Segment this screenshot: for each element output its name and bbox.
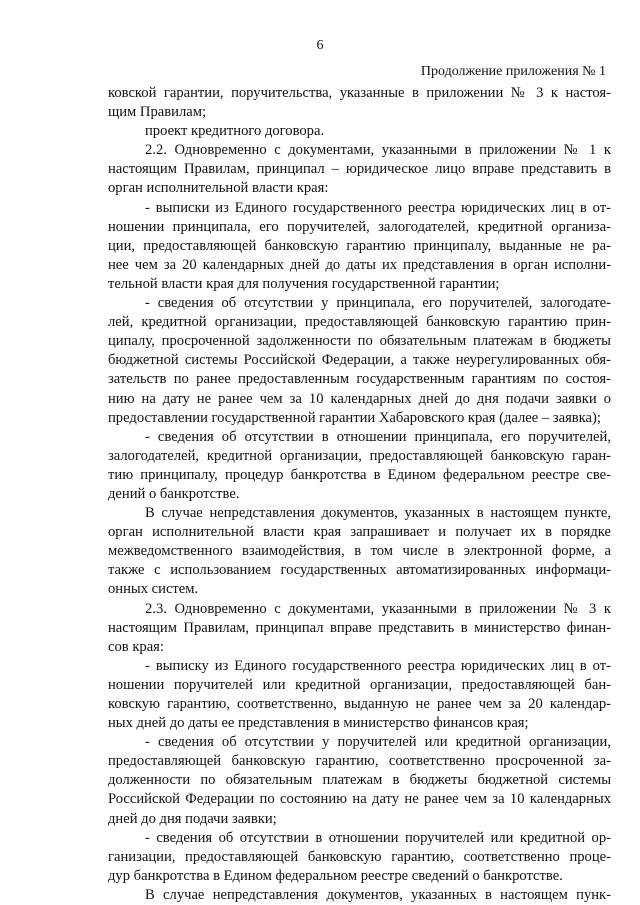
document-body	[108, 84, 611, 905]
text-line: предоставляющей банковскую гарантию, соответственно просроченной за-	[108, 753, 611, 770]
text-line: В случае непредставления документов, указанных в настоящем пункте,	[145, 505, 611, 522]
text-line: - выписки из Единого государственного реестра юридических лиц в от-	[145, 199, 611, 216]
text-line: ципалу, просроченной задолженности по обязательным платежам в бюджеты	[108, 333, 611, 350]
text-line: дур банкротства в Едином федеральном реестре сведений о банкротстве.	[108, 867, 563, 884]
text-line: Российской Федерации по состоянию на дату не ранее чем за 10 календарных	[108, 791, 611, 808]
text-line: дений о банкротстве.	[108, 485, 240, 502]
text-line: лей, кредитной организации, предоставляющей банковскую гарантию прин-	[108, 314, 611, 331]
text-line: долженности по обязательным платежам в бюджеты бюджетной системы	[108, 772, 611, 789]
text-line: предоставлении государственной гарантии Хабаровского края (далее – заявка);	[108, 409, 601, 426]
text-line: проект кредитного договора.	[145, 123, 325, 140]
text-line: орган исполнительной власти края:	[108, 180, 329, 197]
text-line: ковскую гарантию, соответственно, выданную не ранее чем за 20 календар-	[108, 696, 611, 712]
text-line: орган исполнительной власти края запрашивает и получает их в порядке	[108, 524, 611, 541]
text-line: щим Правилам;	[108, 104, 206, 121]
text-line: ношении поручителей или кредитной организации, предоставляющей бан-	[108, 676, 611, 693]
text-line: онных систем.	[108, 581, 199, 598]
appendix-continuation-note: Продолжение приложения № 1	[420, 64, 606, 79]
text-line: настоящим Правилам, принципал – юридическое лицо вправе представить в	[108, 161, 611, 178]
text-line: дней до дня подачи заявки;	[108, 810, 277, 827]
text-line: залогодателей, кредитной организации, предоставляющей банковскую гаран-	[108, 447, 611, 464]
text-line: 2.3. Одновременно с документами, указанными в приложении № 3 к	[145, 600, 611, 617]
page-number: 6	[316, 38, 324, 53]
text-line: ных дней до даты ее представления в министерство финансов края;	[108, 715, 529, 732]
text-line: - сведения об отсутствии у поручителей или кредитной организации,	[145, 734, 611, 751]
text-line: тельной власти края для получения государственной гарантии;	[108, 275, 500, 292]
text-line: - сведения об отсутствии у принципала, его поручителей, залогодате-	[145, 295, 611, 312]
text-line: также с использованием государственных автоматизированных информаци-	[108, 562, 611, 579]
text-line: 2.2. Одновременно с документами, указанными в приложении № 1 к	[145, 142, 611, 159]
text-line: В случае непредставления документов, указанных в настоящем пунк-	[145, 886, 611, 903]
text-line: ции, предоставляющей банковскую гарантию принципалу, выданные не ра-	[108, 237, 611, 254]
text-line: межведомственного взаимодействия, в том числе в электронной форме, а	[108, 543, 611, 560]
text-line: бюджетной системы Российской Федерации, а также неурегулированных обя-	[108, 352, 611, 369]
text-line: - сведения об отсутствии в отношении принципала, его поручителей,	[145, 428, 611, 445]
text-line: зательств по ранее предоставленным государственным гарантиям по состоя-	[108, 371, 611, 388]
text-line: ганизации, предоставляющей банковскую гарантию, соответственно проце-	[108, 848, 611, 865]
text-line: ношении принципала, его поручителей, залогодателей, кредитной организа-	[108, 218, 611, 235]
text-line: сов края:	[108, 638, 164, 655]
text-line: - выписку из Единого государственного реестра юридических лиц в от-	[145, 657, 611, 674]
text-line: настоящим Правилам, принципал вправе представить в министерство финан-	[108, 619, 611, 636]
text-line: нию на дату не ранее чем за 10 календарных дней до дня подачи заявки о	[108, 390, 611, 407]
text-line: - сведения об отсутствии в отношении поручителей или кредитной ор-	[145, 829, 611, 846]
text-line: тию принципалу, процедур банкротства в Едином федеральном реестре све-	[108, 466, 611, 483]
text-line: нее чем за 20 календарных дней до даты их представления в орган исполни-	[108, 256, 611, 273]
text-line: ковской гарантии, поручительства, указанные в приложении № 3 к настоя-	[108, 85, 611, 101]
